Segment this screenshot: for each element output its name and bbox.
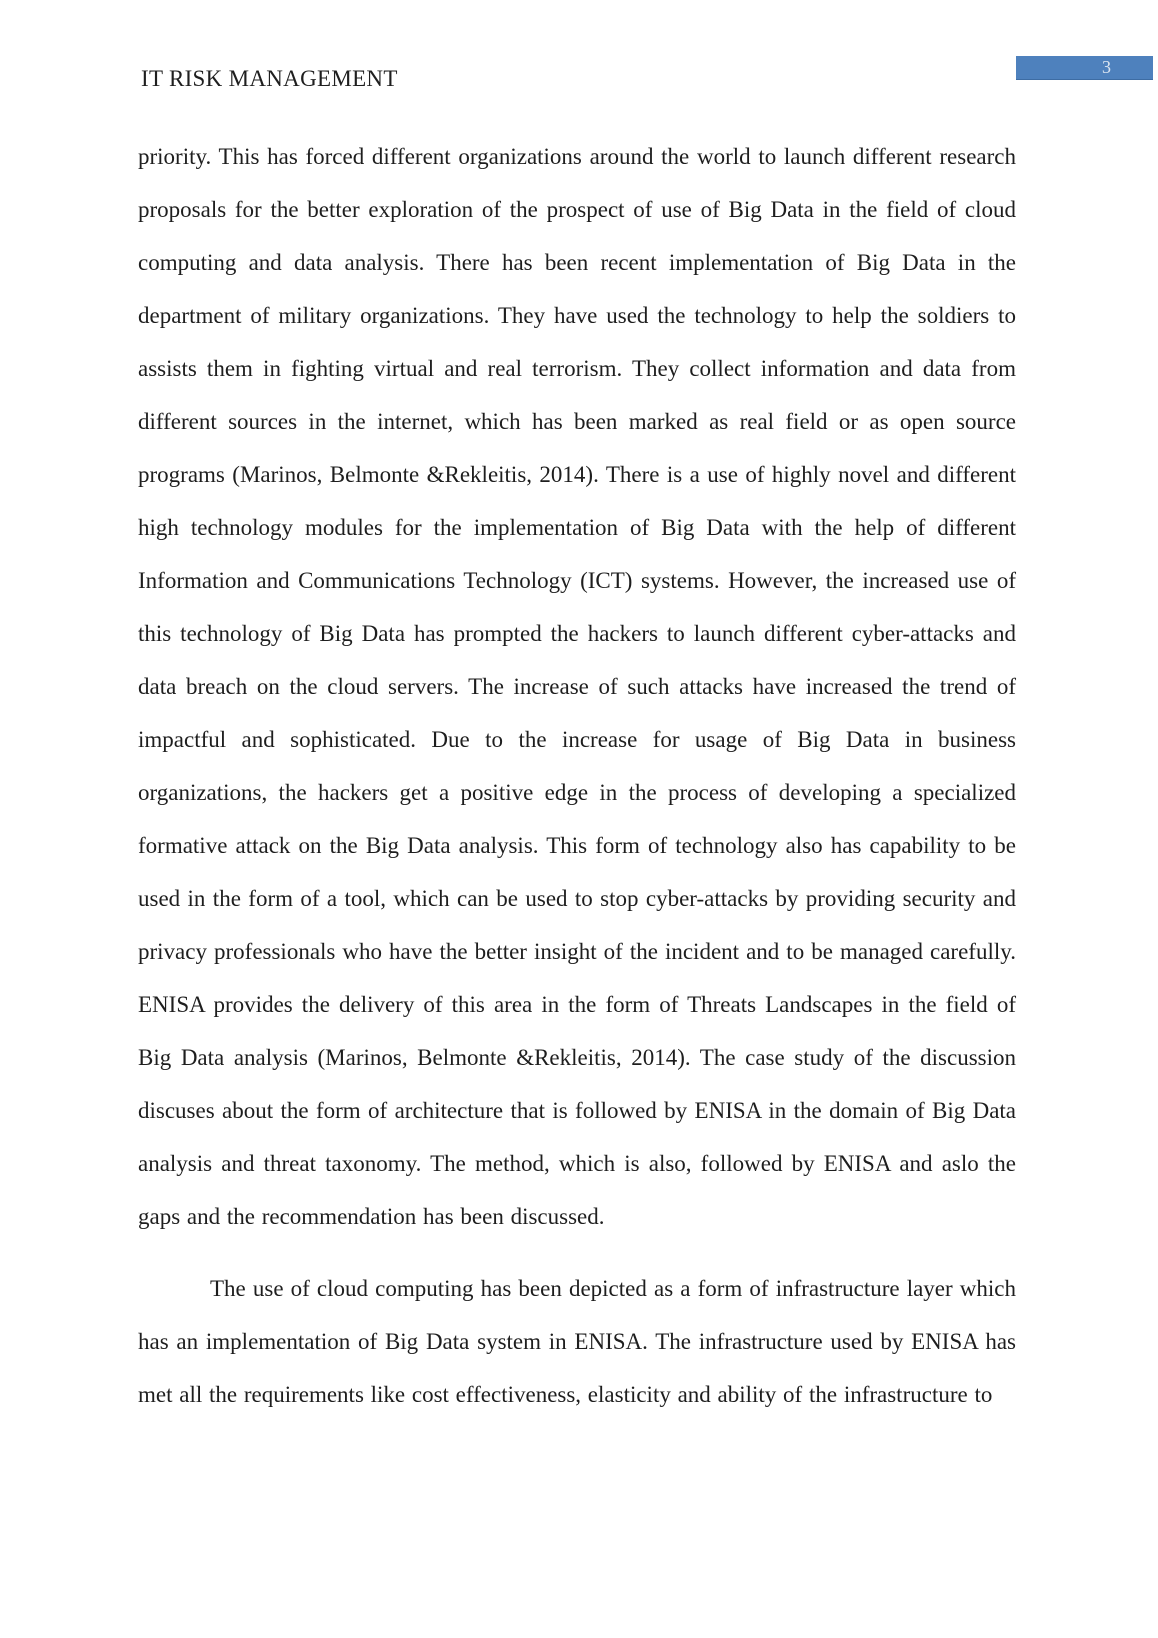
paragraph-1: priority. This has forced different organizations around the world to launch different research proposals for the better exploration of the prospect of use of Big Data in the field of cloud computing and data analysis. There has been recent implementation of Big Data in the department of military organizations. They have used the technology to help the soldiers to assists them in fighting virtual and real terrorism. They collect information and data from different sources in the internet, which has been marked as real field or as open source programs (Marinos, Belmonte &Rekleitis, 2014). There is a use of highly novel and different high technology modules for the implementation of Big Data with the help of different Information and Communications Technology (ICT) systems. However, the increased use of this technology of Big Data has prompted the hackers to launch different cyber-attacks and data breach on the cloud servers. The increase of such attacks have increased the trend of impactful and sophisticated. Due to the increase for usage of Big Data in business organizations, the hackers get a positive edge in the process of developing a specialized formative attack on the Big Data analysis. This form of technology also has capability to be used in the form of a tool, which can be used to stop cyber-attacks by providing security and privacy professionals who have the better insight of the incident and to be managed carefully. ENISA provides the delivery of this area in the form of Threats Landscapes in the field of Big Data analysis (Marinos, Belmonte &Rekleitis, 2014). The case study of the discussion discuses about the form of architecture that is followed by ENISA in the domain of Big Data analysis and threat taxonomy. The method, which is also, followed by ENISA and aslo the gaps and the recommendation has been discussed. — [138, 144, 1016, 1229]
document-body — [138, 130, 1016, 1421]
page-number: 3 — [1102, 57, 1111, 77]
paragraph-2: The use of cloud computing has been depicted as a form of infrastructure layer which has an implementation of Big Data system in ENISA. The infrastructure used by ENISA has met all the requirements like cost effectiveness, elasticity and ability of the infrastructure to — [138, 1276, 1016, 1407]
running-head: IT RISK MANAGEMENT — [141, 66, 398, 91]
page-number-badge — [1016, 56, 1153, 80]
